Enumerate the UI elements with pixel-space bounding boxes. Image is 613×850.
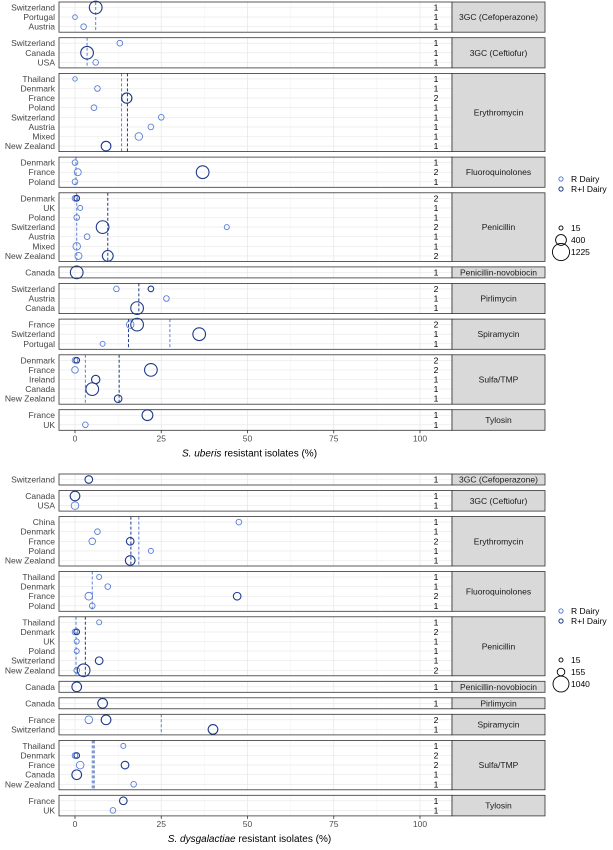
legend-size-key bbox=[559, 658, 563, 662]
panel-spiramycin bbox=[11, 714, 545, 735]
country-label: New Zealand bbox=[4, 393, 55, 404]
country-label: Canada bbox=[25, 491, 55, 501]
panel-tylosin bbox=[29, 795, 545, 816]
facet-strip-label: Spiramycin bbox=[477, 329, 520, 340]
study-count-label: 1 bbox=[433, 491, 439, 501]
study-count-label: 2 bbox=[433, 250, 439, 261]
legend-size-label: 1040 bbox=[571, 679, 590, 689]
study-count-label: 2 bbox=[433, 536, 439, 547]
panel-3gc-cefoperazone- bbox=[11, 474, 545, 485]
country-label: Mixed bbox=[32, 241, 55, 252]
country-label: France bbox=[28, 795, 55, 806]
country-label: Portugal bbox=[23, 338, 55, 349]
legend-size-label: 400 bbox=[571, 235, 586, 245]
x-axis-title-rest: resistant isolates (%) bbox=[235, 833, 332, 845]
facet-strip-label: Sulfa/TMP bbox=[478, 760, 519, 771]
facet-strip-label: Penicillin-novobiocin bbox=[459, 267, 538, 278]
legend-color-label: R Dairy bbox=[571, 606, 600, 616]
country-label: Switzerland bbox=[11, 112, 55, 123]
legend bbox=[553, 606, 607, 692]
legend-size-label: 15 bbox=[571, 223, 581, 233]
study-count-label: 2 bbox=[433, 319, 439, 330]
study-count-label: 1 bbox=[433, 419, 439, 430]
x-axis-tick-label: 50 bbox=[242, 433, 253, 444]
study-count-label: 1 bbox=[433, 73, 439, 84]
study-count-label: 1 bbox=[433, 83, 439, 94]
panel-3gc-ceftiofur- bbox=[11, 38, 545, 68]
study-count-label: 1 bbox=[433, 384, 439, 395]
facet-strip-label: Penicillin bbox=[481, 641, 516, 652]
x-axis-title bbox=[182, 448, 317, 459]
study-count-label: 1 bbox=[433, 724, 439, 735]
x-axis-tick-label: 75 bbox=[329, 818, 339, 829]
country-label: Poland bbox=[28, 600, 55, 611]
legend-size-key bbox=[559, 226, 563, 230]
country-label: Denmark bbox=[20, 355, 55, 366]
facet-strip-label: Pirlimycin bbox=[480, 698, 517, 709]
legend-color-label: R+I Dairy bbox=[571, 184, 607, 194]
x-axis-tick-label: 0 bbox=[72, 818, 78, 829]
country-label: China bbox=[32, 517, 55, 528]
study-count-label: 1 bbox=[433, 545, 439, 556]
study-count-label: 1 bbox=[433, 636, 439, 647]
study-count-label: 1 bbox=[433, 267, 439, 278]
study-count-label: 1 bbox=[433, 212, 439, 223]
study-count-label: 1 bbox=[433, 474, 439, 485]
facet-strip-label: Fluoroquinolones bbox=[465, 586, 532, 597]
x-axis-title bbox=[168, 834, 331, 845]
country-label: Mixed bbox=[32, 131, 55, 142]
facet-strip-label: Pirlimycin bbox=[480, 293, 517, 304]
country-label: UK bbox=[43, 419, 55, 430]
x-axis-tick-label: 0 bbox=[72, 433, 78, 444]
legend-size-label: 155 bbox=[571, 667, 586, 677]
country-label: Thailand bbox=[22, 617, 55, 628]
legend-size-key bbox=[552, 243, 569, 260]
country-label: Poland bbox=[28, 646, 55, 657]
facet-strip-label: Erythromycin bbox=[473, 536, 524, 547]
study-count-label: 1 bbox=[433, 102, 439, 113]
study-count-label: 2 bbox=[433, 364, 439, 375]
facet-strip-label: Fluoroquinolones bbox=[465, 167, 532, 178]
study-count-label: 1 bbox=[433, 176, 439, 187]
country-label: Thailand bbox=[22, 740, 55, 751]
country-label: Portugal bbox=[23, 12, 55, 23]
legend-color-key bbox=[559, 177, 563, 181]
country-label: Denmark bbox=[20, 193, 55, 204]
country-label: New Zealand bbox=[4, 779, 55, 790]
panel-erythromycin bbox=[5, 73, 545, 151]
country-label: Poland bbox=[28, 545, 55, 556]
facet-strip-label: 3GC (Cefoperazone) bbox=[459, 12, 538, 23]
country-label: Canada bbox=[25, 769, 55, 780]
facet-strip-label: Sulfa/TMP bbox=[478, 374, 519, 385]
study-count-label: 1 bbox=[433, 517, 439, 528]
study-count-label: 1 bbox=[433, 779, 439, 790]
panel-penicillin-novobiocin bbox=[25, 681, 545, 692]
study-count-label: 1 bbox=[433, 769, 439, 780]
study-count-label: 1 bbox=[433, 410, 439, 421]
study-count-label: 2 bbox=[433, 93, 439, 104]
country-label: UK bbox=[43, 636, 55, 647]
study-count-label: 1 bbox=[433, 12, 439, 23]
x-axis-tick-label: 25 bbox=[156, 433, 166, 444]
country-label: Switzerland bbox=[11, 222, 55, 233]
country-label: Austria bbox=[28, 293, 55, 304]
study-count-label: 1 bbox=[433, 329, 439, 340]
country-label: Austria bbox=[28, 121, 55, 132]
country-label: Switzerland bbox=[11, 283, 55, 294]
country-label: France bbox=[28, 591, 55, 602]
study-count-label: 1 bbox=[433, 231, 439, 242]
study-count-label: 1 bbox=[433, 572, 439, 582]
study-count-label: 2 bbox=[433, 193, 439, 204]
facet-strip-label: 3GC (Ceftiofur) bbox=[469, 495, 528, 506]
study-count-label: 1 bbox=[433, 681, 439, 692]
panel-penicillin-novobiocin bbox=[25, 266, 545, 279]
panel-erythromycin bbox=[5, 517, 545, 566]
country-label: Austria bbox=[28, 231, 55, 242]
panel-sulfa-tmp bbox=[5, 355, 545, 404]
study-count-label: 1 bbox=[433, 57, 439, 68]
country-label: Denmark bbox=[20, 750, 55, 761]
panel-sulfa-tmp bbox=[5, 740, 545, 789]
study-count-label: 1 bbox=[433, 393, 439, 404]
study-count-label: 2 bbox=[433, 591, 439, 602]
country-label: Switzerland bbox=[11, 38, 55, 49]
country-label: Denmark bbox=[20, 626, 55, 637]
study-count-label: 2 bbox=[433, 760, 439, 771]
legend-size-label: 1225 bbox=[571, 247, 590, 257]
study-count-label: 1 bbox=[433, 303, 439, 314]
country-label: Thailand bbox=[22, 73, 55, 84]
country-label: USA bbox=[37, 500, 55, 511]
facet-strip-label: 3GC (Cefoperazone) bbox=[459, 474, 538, 485]
facet-strip-label: 3GC (Ceftiofur) bbox=[469, 47, 528, 58]
legend-color-label: R+I Dairy bbox=[571, 616, 607, 626]
country-label: Denmark bbox=[20, 83, 55, 94]
country-label: New Zealand bbox=[4, 555, 55, 566]
panel-fluoroquinolones bbox=[21, 572, 545, 612]
country-label: Poland bbox=[28, 102, 55, 113]
x-axis-tick-label: 100 bbox=[412, 818, 428, 829]
panel-3gc-cefoperazone- bbox=[11, 1, 545, 32]
facet-strip-label: Erythromycin bbox=[473, 107, 524, 118]
country-label: Switzerland bbox=[11, 724, 55, 735]
x-axis-tick-label: 25 bbox=[156, 818, 166, 829]
study-count-label: 1 bbox=[433, 157, 439, 168]
country-label: Canada bbox=[25, 47, 55, 58]
study-count-label: 1 bbox=[433, 795, 439, 806]
facet-strip-label: Tylosin bbox=[485, 415, 512, 425]
country-label: Canada bbox=[25, 698, 55, 709]
country-label: France bbox=[28, 714, 55, 725]
country-label: New Zealand bbox=[4, 250, 55, 261]
study-count-label: 2 bbox=[433, 167, 439, 178]
country-label: Denmark bbox=[20, 157, 55, 168]
country-label: France bbox=[28, 536, 55, 547]
figure-s-uberis bbox=[5, 1, 608, 459]
x-axis-title-species: S. dysgalactiae bbox=[167, 833, 236, 845]
study-count-label: 2 bbox=[433, 750, 439, 761]
country-label: France bbox=[28, 319, 55, 330]
study-count-label: 1 bbox=[433, 740, 439, 751]
legend-color-key bbox=[559, 187, 563, 191]
study-count-label: 1 bbox=[433, 47, 439, 58]
country-label: Poland bbox=[28, 212, 55, 223]
panel-pirlimycin bbox=[11, 283, 545, 314]
panel-3gc-ceftiofur- bbox=[25, 491, 545, 512]
country-label: UK bbox=[43, 202, 55, 213]
country-label: Switzerland bbox=[11, 655, 55, 666]
study-count-label: 2 bbox=[433, 222, 439, 233]
facet-strip-label: Spiramycin bbox=[477, 719, 520, 730]
country-label: Canada bbox=[25, 681, 55, 692]
country-label: Canada bbox=[25, 384, 55, 395]
facet-strip-label: Penicillin bbox=[481, 222, 516, 233]
panel-pirlimycin bbox=[25, 698, 545, 709]
facet-strip-label: Tylosin bbox=[485, 800, 512, 811]
legend-size-label: 15 bbox=[571, 655, 581, 665]
x-axis-title-species: S. uberis bbox=[181, 448, 222, 460]
country-label: Ireland bbox=[29, 374, 55, 385]
country-label: France bbox=[28, 364, 55, 375]
country-label: Canada bbox=[25, 303, 55, 314]
country-label: France bbox=[28, 760, 55, 771]
study-count-label: 1 bbox=[433, 131, 439, 142]
study-count-label: 1 bbox=[433, 500, 439, 511]
x-axis-tick-label: 75 bbox=[329, 433, 339, 444]
panel-spiramycin bbox=[11, 318, 545, 349]
study-count-label: 1 bbox=[433, 581, 439, 592]
country-label: Switzerland bbox=[11, 474, 55, 485]
country-label: Switzerland bbox=[11, 329, 55, 340]
study-count-label: 1 bbox=[433, 141, 439, 152]
study-count-label: 1 bbox=[433, 293, 439, 304]
study-count-label: 1 bbox=[433, 655, 439, 666]
country-label: New Zealand bbox=[4, 665, 55, 676]
x-axis-tick-label: 100 bbox=[412, 433, 428, 444]
country-label: Thailand bbox=[22, 572, 55, 582]
study-count-label: 2 bbox=[433, 626, 439, 637]
country-label: Switzerland bbox=[11, 2, 55, 13]
figure-s-dysgalactiae bbox=[5, 474, 608, 845]
study-count-label: 1 bbox=[433, 805, 439, 816]
study-count-label: 2 bbox=[433, 714, 439, 725]
study-count-label: 1 bbox=[433, 526, 439, 537]
panel-penicillin bbox=[5, 193, 545, 262]
study-count-label: 1 bbox=[433, 241, 439, 252]
country-label: France bbox=[28, 93, 55, 104]
study-count-label: 1 bbox=[433, 555, 439, 566]
country-label: New Zealand bbox=[4, 141, 55, 152]
legend-color-key bbox=[559, 609, 563, 613]
legend-size-key bbox=[553, 676, 569, 692]
country-label: Poland bbox=[28, 176, 55, 187]
panel-tylosin bbox=[29, 410, 545, 431]
legend-color-key bbox=[559, 619, 563, 623]
country-label: USA bbox=[37, 57, 55, 68]
country-label: Denmark bbox=[20, 581, 55, 592]
study-count-label: 1 bbox=[433, 202, 439, 213]
legend-size-key bbox=[557, 668, 565, 676]
legend bbox=[552, 174, 607, 261]
study-count-label: 1 bbox=[433, 600, 439, 611]
study-count-label: 1 bbox=[433, 374, 439, 385]
study-count-label: 1 bbox=[433, 21, 439, 32]
study-count-label: 2 bbox=[433, 283, 439, 294]
study-count-label: 1 bbox=[433, 38, 439, 49]
study-count-label: 1 bbox=[433, 112, 439, 123]
x-axis-title-rest: resistant isolates (%) bbox=[221, 448, 318, 460]
country-label: Austria bbox=[28, 21, 55, 32]
country-label: France bbox=[28, 410, 55, 421]
country-label: France bbox=[28, 167, 55, 178]
study-count-label: 2 bbox=[433, 355, 439, 366]
study-count-label: 1 bbox=[433, 121, 439, 132]
facet-strip-label: Penicillin-novobiocin bbox=[459, 681, 538, 692]
study-count-label: 1 bbox=[433, 646, 439, 657]
study-count-label: 1 bbox=[433, 698, 439, 709]
country-label: UK bbox=[43, 805, 55, 816]
country-label: Denmark bbox=[20, 526, 55, 537]
study-count-label: 2 bbox=[433, 665, 439, 676]
study-count-label: 1 bbox=[433, 338, 439, 349]
panel-fluoroquinolones bbox=[21, 157, 545, 187]
country-label: Canada bbox=[25, 267, 55, 278]
study-count-label: 1 bbox=[433, 2, 439, 13]
legend-color-label: R Dairy bbox=[571, 174, 600, 184]
panel-penicillin bbox=[5, 617, 545, 677]
study-count-label: 1 bbox=[433, 617, 439, 628]
x-axis-tick-label: 50 bbox=[242, 818, 253, 829]
